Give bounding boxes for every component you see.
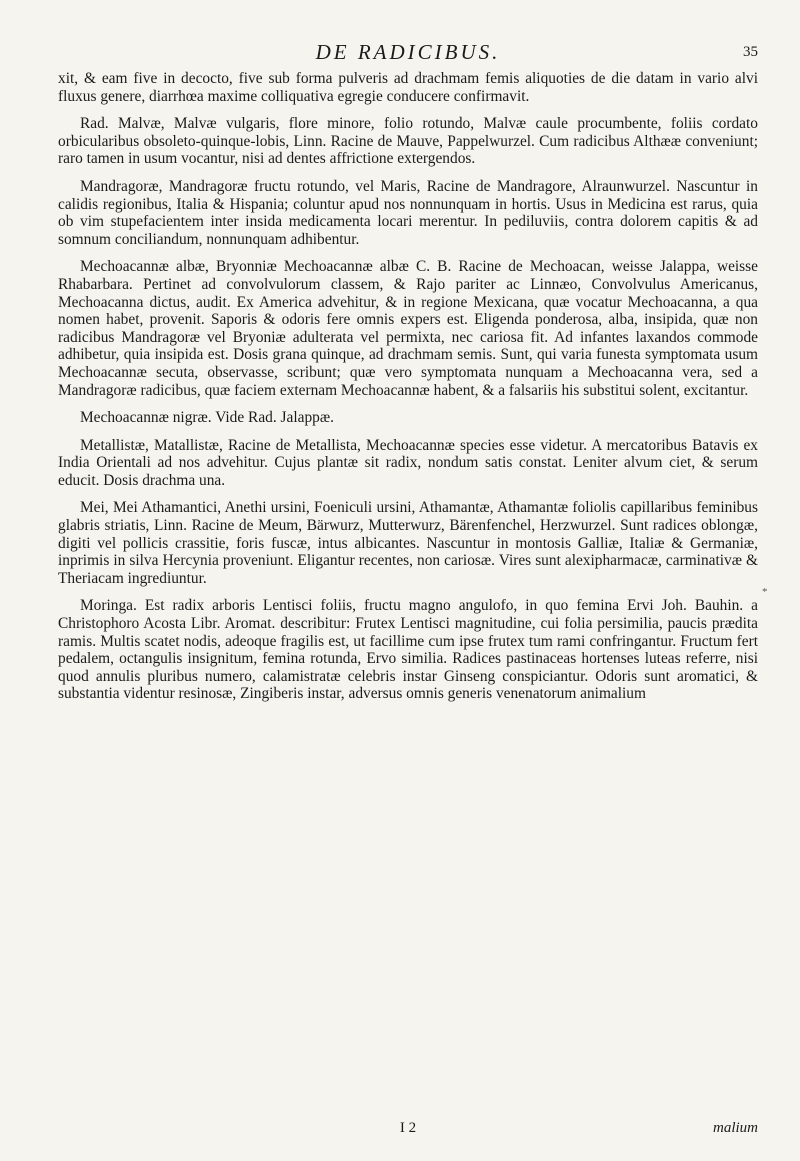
entry-malvae: Rad. Malvæ, Malvæ vulgaris, flore minore, folio rotundo, Malvæ caule procumbente, foliis cordato orbicularibus obsoleto-quinque-lobis, Linn. Racine de Mauve, Pappelwurzel. Cum radicibus Althææ conveniunt; raro tamen in usum vocantur, nisi ad dentes affrictione extergendos. <box>58 115 758 168</box>
entry-mechoacannae-nigrae: Mechoacannæ nigræ. Vide Rad. Jalappæ. <box>80 409 334 427</box>
entry-mei: Mei, Mei Athamantici, Anethi ursini, Foeniculi ursini, Athamantæ, Athamantæ foliolis capillaribus feminibus glabris striatis, Linn. Racine de Meum, Bärwurz, Mutterwurz, Bärenfenchel, Herzwurzel. Sunt radices oblongæ, digiti vel pollicis crassitie, foris fuscæ, intus albicantes. Nascuntur in montosis Galliæ, Italiæ & Germaniæ, inprimis in silva Hercynia proveniunt. Eligantur recentes, non cariosæ. Vires sunt alexipharmacæ, carminativæ & Theriacam ingrediuntur. <box>58 499 758 587</box>
entry-moringa: Moringa. Est radix arboris Lentisci foliis, fructu magno angulofo, in quo femina Ervi Joh. Bauhin. a Christophoro Acosta Libr. Aromat. describitur: Frutex Lentisci magnitudine, cui folia persimilia, paucis prædita ramis. Multis scatet nodis, adeoque fragilis est, ut facillime cum ipse frutex tum rami confringantur. Fructum fert pedalem, octangulis insignitum, femina rotunda, Ervo similia. Radices pastinaceas hortenses luteas referre, nisi quod annulis pluribus numero, calamistratæ celebris instar Ginseng conspiciantur. Odoris sunt aromatici, & substantia videntur resinosæ, Zingiberis instar, adversus omnis generis venenatorum animalium <box>58 597 758 703</box>
running-title: DE RADICIBUS. <box>315 40 501 64</box>
body-text <box>58 70 758 713</box>
catchword: malium <box>713 1120 758 1136</box>
running-head <box>58 40 758 70</box>
signature-mark: I 2 <box>399 1120 417 1136</box>
entry-mandragorae: Mandragoræ, Mandragoræ fructu rotundo, vel Maris, Racine de Mandragore, Alraunwurzel. Nascuntur in calidis regionibus, Italia & Hispania; coluntur apud nos nonnunquam in hortis. Usus in Medicina est rarus, quia ob vim stupefacientem inter insida medicamenta locari merentur. In pediluviis, contra dolorem capitis & ad somnum conciliandum, nonnunquam adhibentur. <box>58 177 758 248</box>
page-number: 35 <box>743 44 758 60</box>
entry-mechoacannae-albae: Mechoacannæ albæ, Bryonniæ Mechoacannæ albæ C. B. Racine de Mechoacan, weisse Jalappa, weisse Rhabarbara. Pertinet ad convolvulorum classem, & Rajo pariter ac Linnæo, Convolvulus Americanus, Mechoacanna dictus, audit. Ex America advehitur, & in regione Mexicana, quæ vocatur Mechoacanna, a qua nomen habet, provenit. Saporis & odoris fere omnis expers est. Eligenda ponderosa, alba, insipida, quæ non radicibus Mandragoræ vel Bryoniæ adulterata vel permixta, nec cariosa fit. Ad infantes laxandos commode adhibetur, quia insipida est. Dosis grana quinque, ad drachmam semis. Sunt, qui varia funesta symptomata usum Mechoacannæ secuta, observasse, scribunt; quæ vero symptomata nunquam a Mechoacanna vera, sed a Mandragoræ radicibus, quæ faciem externam Mechoacannæ habent, & a falsariis his substitui solent, excitantur. <box>58 258 758 399</box>
paragraph-continuation: xit, & eam five in decocto, five sub forma pulveris ad drachmam femis aliquoties de die datam in vario alvi fluxus genere, diarrhœa maxime colliquativa egregie conducere confirmavit. <box>58 70 758 105</box>
margin-mark: * <box>762 586 768 598</box>
page-footer <box>58 1120 758 1150</box>
entry-metallistae: Metallistæ, Matallistæ, Racine de Metallista, Mechoacannæ species esse videtur. A mercatoribus Batavis ex India Orientali ad nos advehitur. Cujus plantæ sit radix, nondum satis constat. Leniter alvum ciet, & serum educit. Dosis drachma una. <box>58 436 758 489</box>
